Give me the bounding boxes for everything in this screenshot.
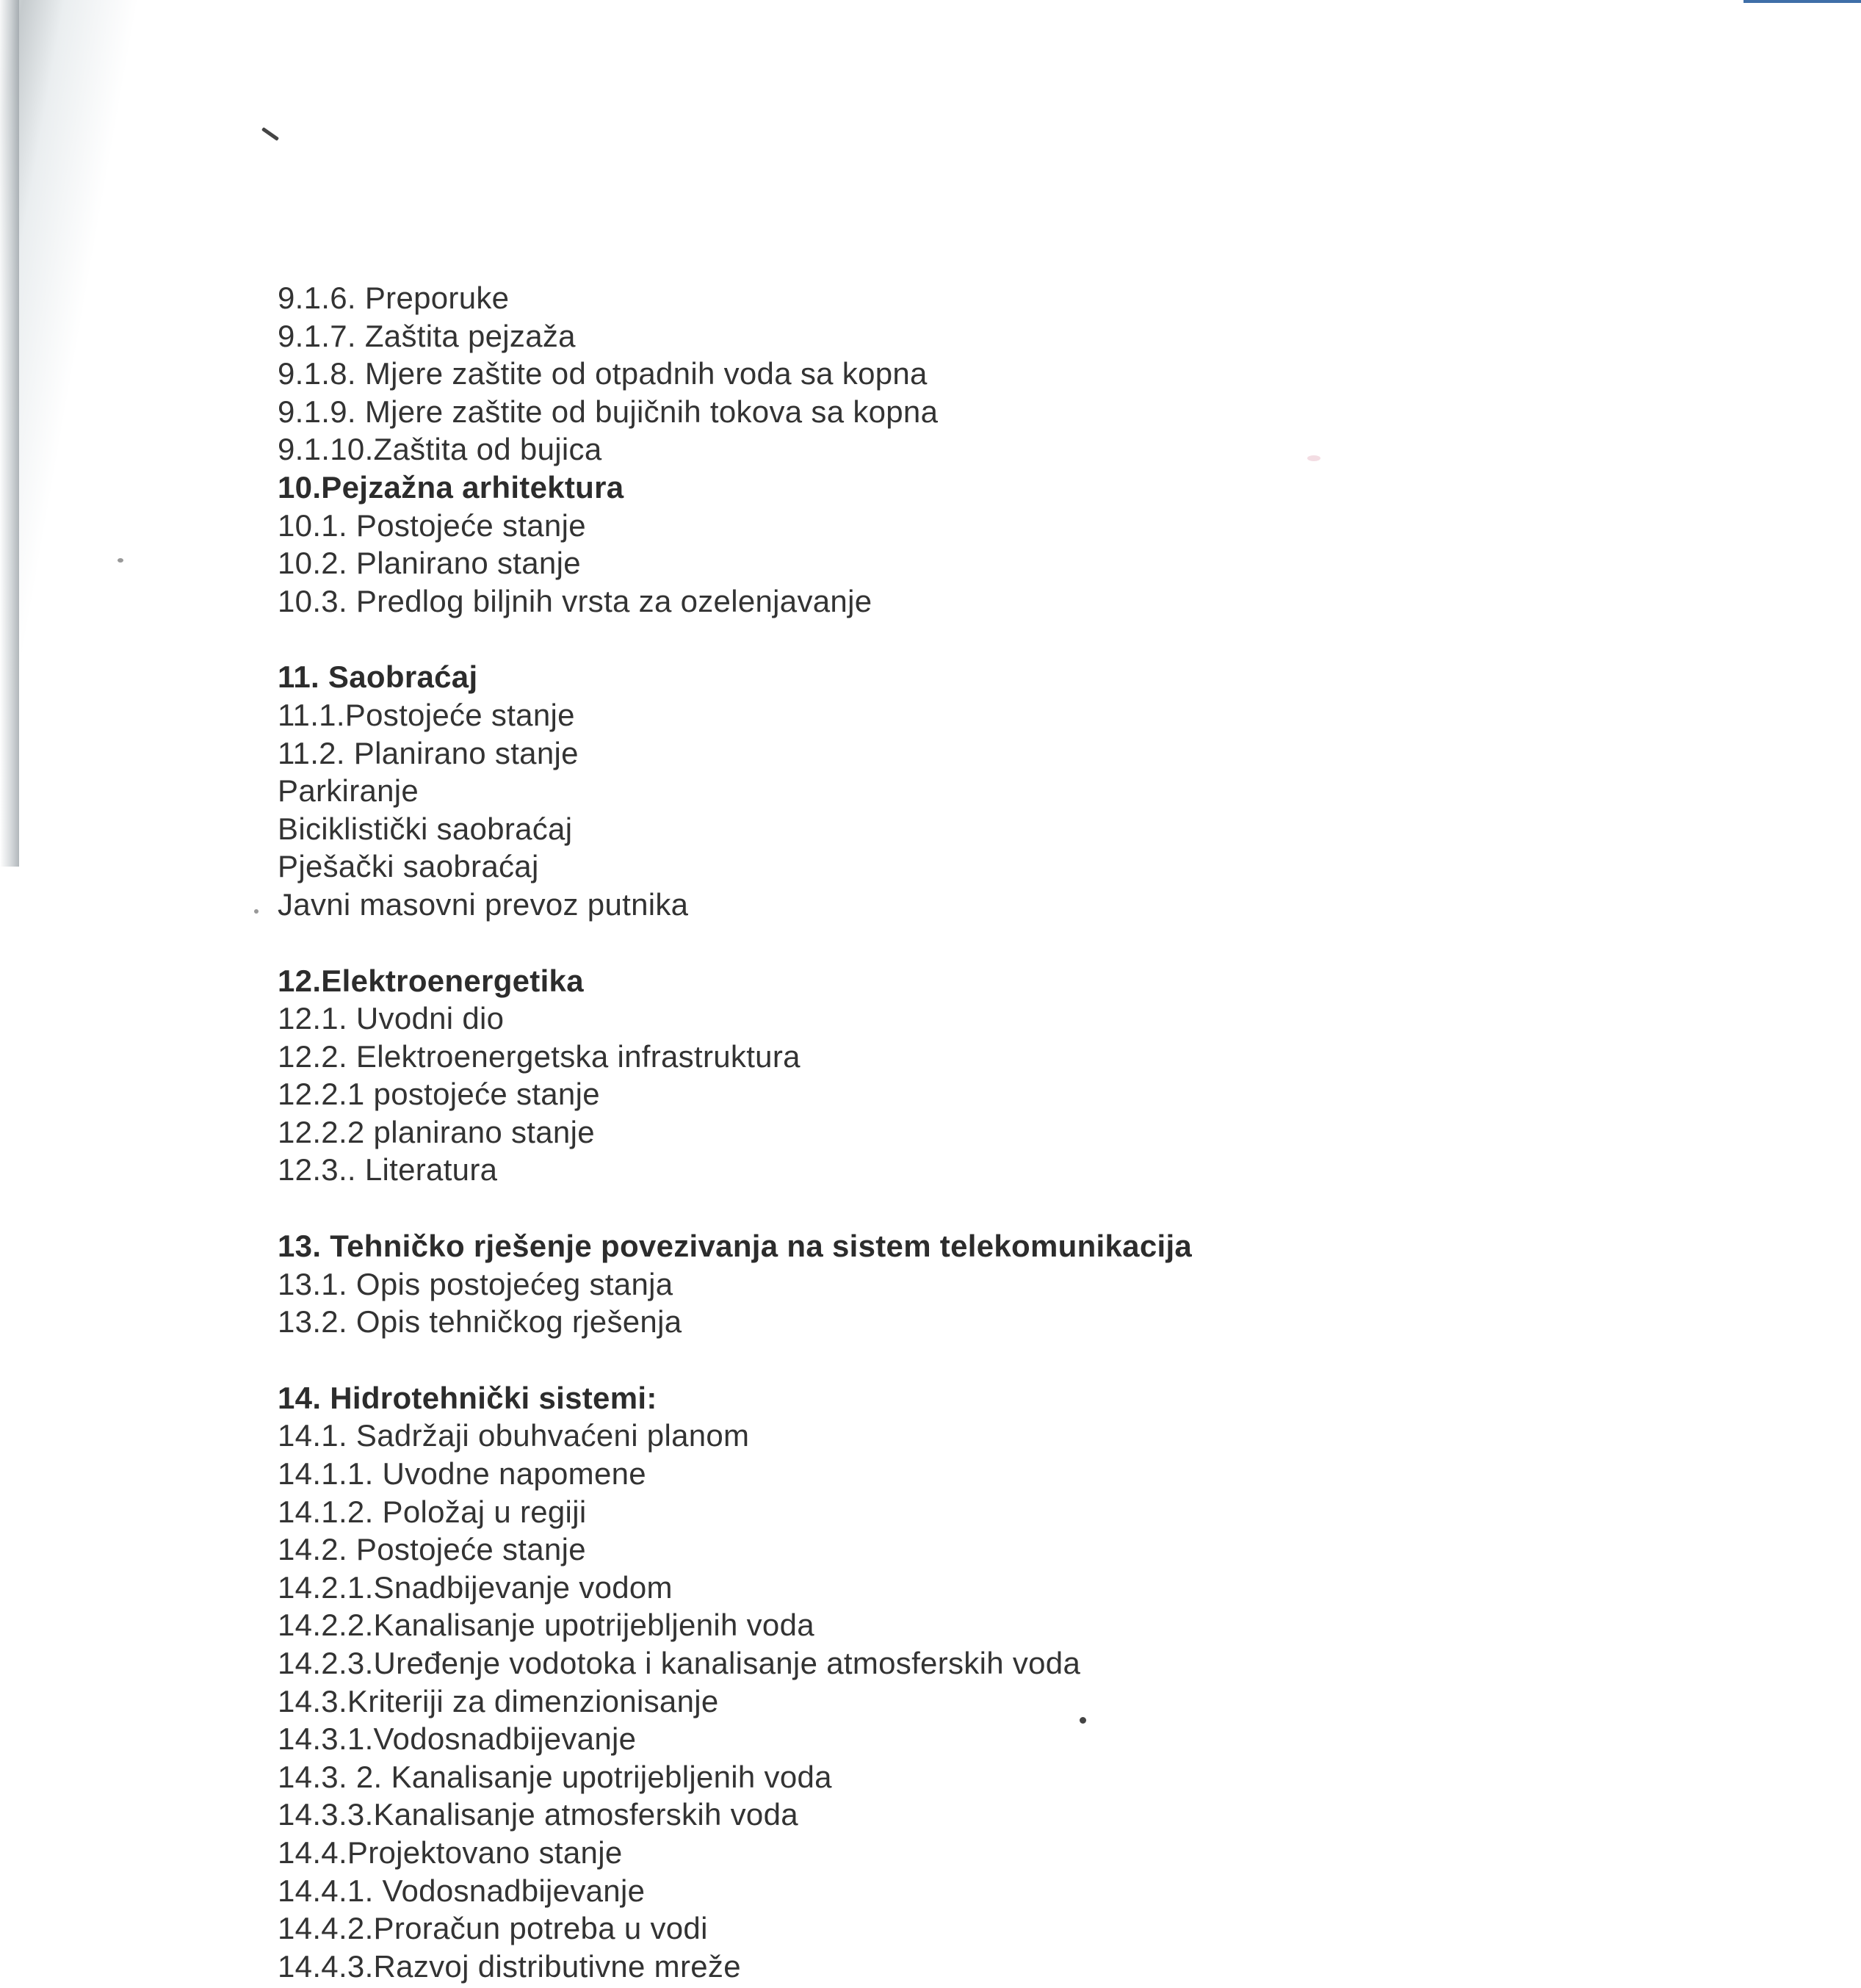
toc-entry: 14.4.Projektovano stanje: [278, 1835, 623, 1870]
toc-entry: 12.2.1 postojeće stanje: [278, 1077, 600, 1112]
toc-entry: 14.1.2. Položaj u regiji: [278, 1494, 587, 1529]
scan-speck: [261, 127, 279, 141]
toc-section-heading: 10.Pejzažna arhitektura: [278, 469, 624, 505]
toc-entry: 10.1. Postojeće stanje: [278, 507, 586, 543]
toc-entry: Biciklistički saobraćaj: [278, 811, 573, 846]
scan-speck: [118, 558, 123, 563]
toc-entry: 13.2. Opis tehničkog rješenja: [278, 1304, 682, 1340]
toc-entry: 14.2.3.Uređenje vodotoka i kanalisanje atmosferskih voda: [278, 1646, 1081, 1680]
toc-entry: 12.1. Uvodni dio: [278, 1001, 505, 1036]
toc-section-heading: 12.Elektroenergetika: [278, 963, 584, 998]
toc-entry: 11.2. Planirano stanje: [278, 735, 579, 770]
page-edge-mark: [1743, 0, 1861, 3]
toc-entry: 13.1. Opis postojećeg stanja: [278, 1266, 673, 1301]
toc-entry: 14.1. Sadržaji obuhvaćeni planom: [278, 1418, 750, 1453]
toc-entry: 9.1.8. Mjere zaštite od otpadnih voda sa kopna: [278, 356, 928, 391]
toc-spacer: [278, 924, 1192, 962]
toc-entry: 11.1.Postojeće stanje: [278, 697, 575, 732]
scanner-edge: [0, 0, 19, 867]
toc-entry: 12.2. Elektroenergetska infrastruktura: [278, 1038, 801, 1074]
toc-entry: 12.3.. Literatura: [278, 1152, 498, 1188]
toc-section-heading: 11. Saobraćaj: [278, 659, 478, 695]
toc-entry: 9.1.7. Zaštita pejzaža: [278, 318, 576, 353]
toc-entry: 10.3. Predlog biljnih vrsta za ozelenjavanje: [278, 583, 872, 618]
toc-entry: 14.2.1.Snadbijevanje vodom: [278, 1569, 673, 1605]
toc-entry: 9.1.9. Mjere zaštite od bujičnih tokova sa kopna: [278, 394, 939, 429]
toc-entry: Parkiranje: [278, 773, 419, 809]
toc-entry: 14.2.2.Kanalisanje upotrijebljenih voda: [278, 1608, 814, 1643]
toc-entry: 9.1.10.Zaštita od bujica: [278, 432, 602, 467]
scan-speck: [254, 909, 259, 914]
toc-entry: 9.1.6. Preporuke: [278, 281, 510, 315]
toc-entry: Javni masovni prevoz putnika: [278, 886, 689, 922]
toc-entry: 14.3. 2. Kanalisanje upotrijebljenih voda: [278, 1759, 832, 1794]
toc-spacer: [278, 1341, 1192, 1379]
toc-spacer: [278, 1189, 1192, 1227]
toc-spacer: [278, 620, 1192, 658]
toc-entry: 10.2. Planirano stanje: [278, 546, 581, 581]
toc-section-heading: 13. Tehničko rješenje povezivanja na sistem telekomunikacija: [278, 1229, 1193, 1264]
toc-entry: 12.2.2 planirano stanje: [278, 1114, 595, 1149]
toc-entry: 14.4.2.Proračun potreba u vodi: [278, 1911, 708, 1946]
toc-entry: Pješački saobraćaj: [278, 849, 539, 884]
toc-entry: 14.3.1.Vodosnadbijevanje: [278, 1721, 637, 1757]
toc-entry: 14.3.3.Kanalisanje atmosferskih voda: [278, 1797, 798, 1832]
toc-section-heading: 14. Hidrotehnički sistemi:: [278, 1380, 657, 1415]
toc-entry: 14.1.1. Uvodne napomene: [278, 1456, 646, 1492]
scan-speck: [1307, 455, 1320, 461]
toc-entry: 14.4.1. Vodosnadbijevanje: [278, 1873, 646, 1908]
table-of-contents: [278, 279, 1192, 1985]
toc-entry: 14.2. Postojeće stanje: [278, 1532, 586, 1567]
toc-entry: 14.3.Kriteriji za dimenzionisanje: [278, 1683, 719, 1718]
toc-entry: 14.4.3.Razvoj distributivne mreže: [278, 1948, 741, 1984]
